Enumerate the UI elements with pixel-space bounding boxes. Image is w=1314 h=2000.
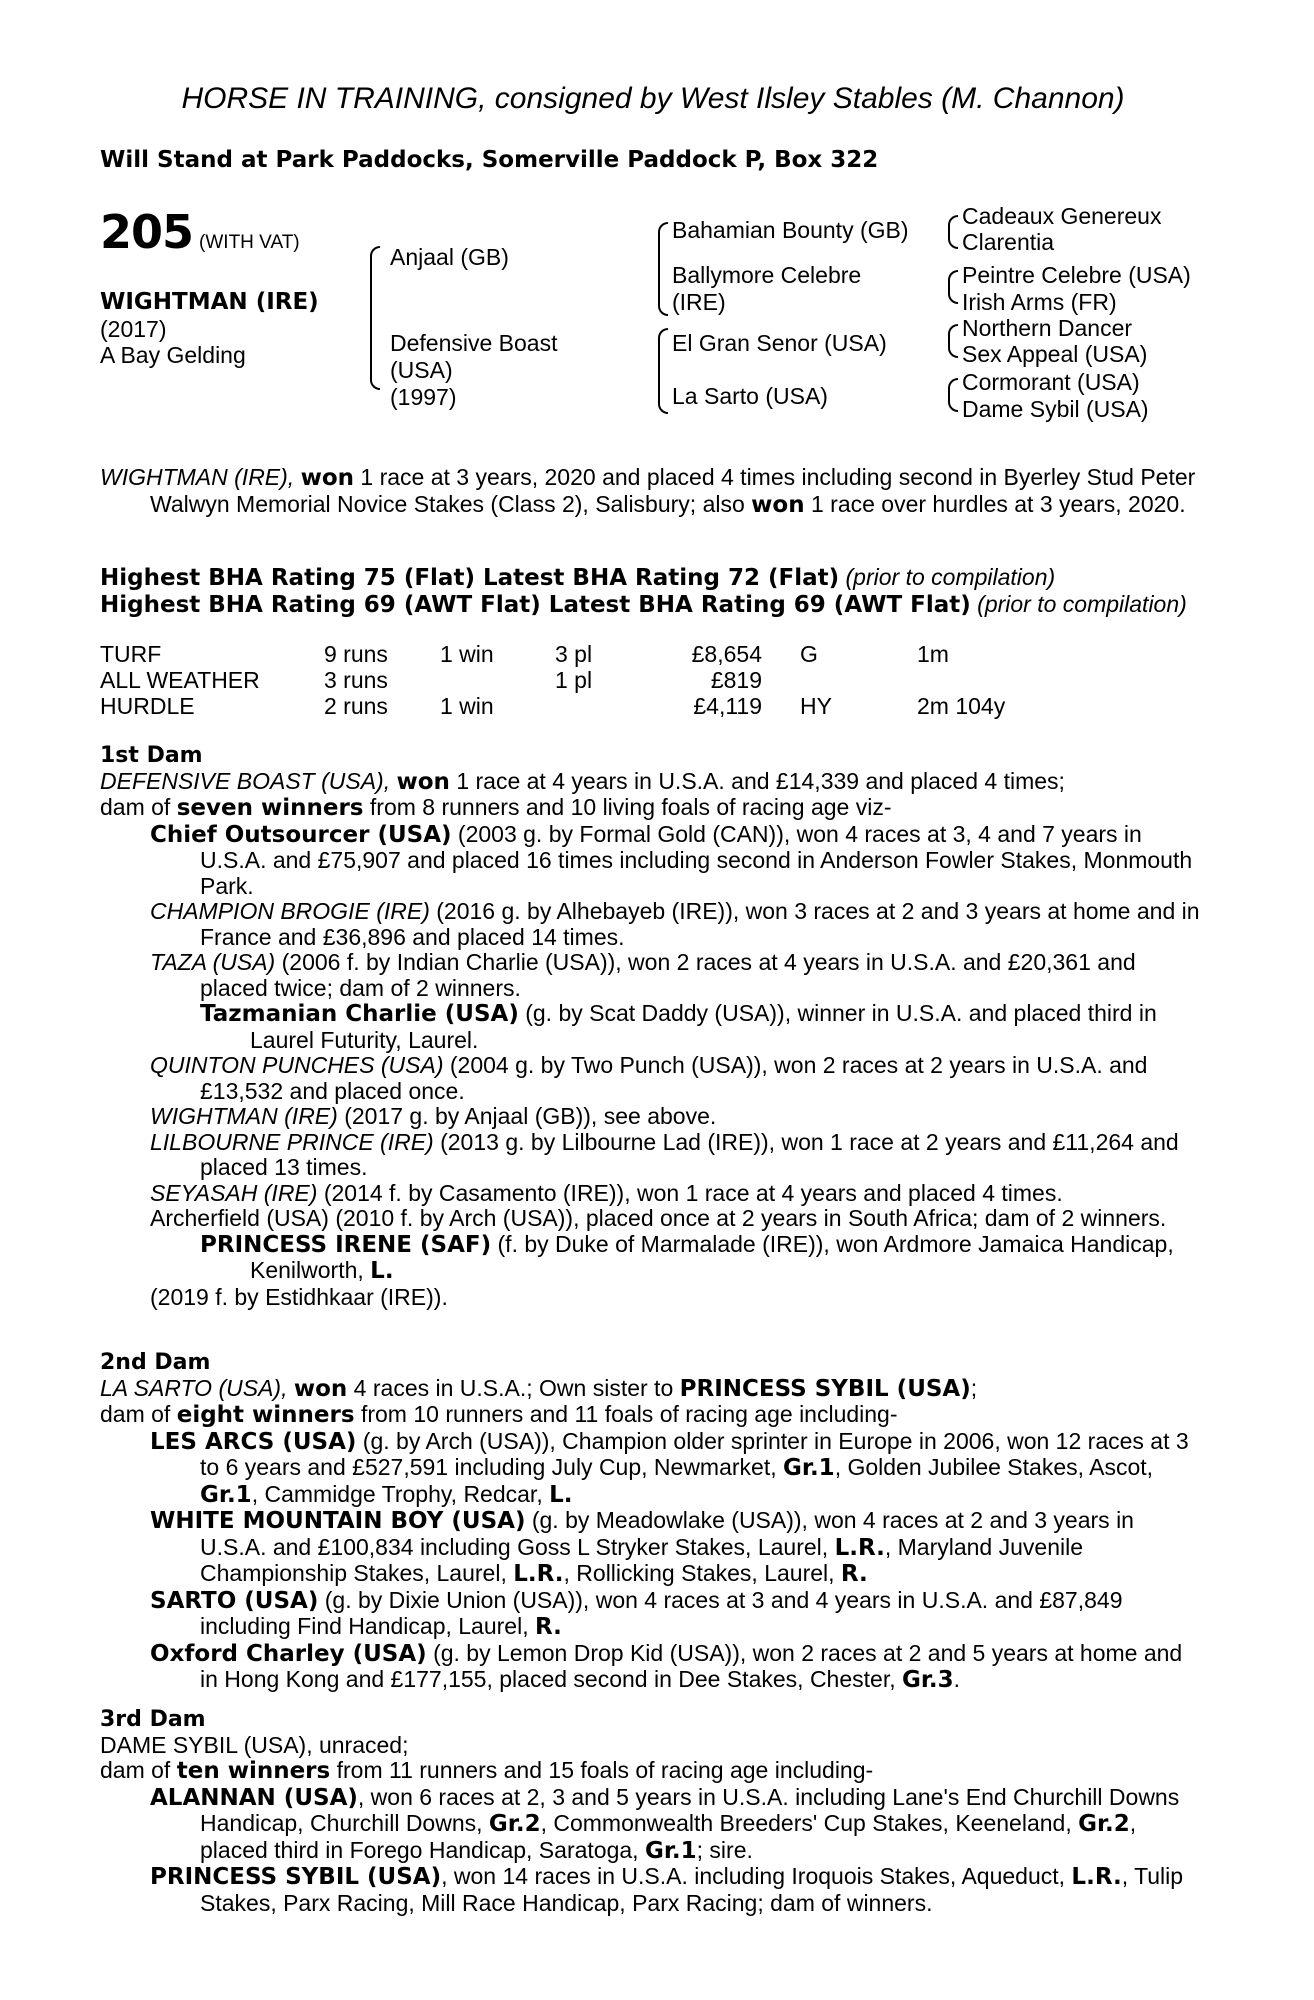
record-row-turf-runs: 9 runs <box>324 641 388 667</box>
produce-text: , Golden Jubilee Stakes, Ascot, <box>834 1454 1154 1480</box>
produce-name: WHITE MOUNTAIN BOY (USA) <box>150 1508 526 1534</box>
first-dam-won: won <box>396 768 450 795</box>
produce-name: QUINTON PUNCHES (USA) <box>150 1052 444 1078</box>
produce-grade: L.R. <box>513 1561 564 1587</box>
record-row-aw-surface: ALL WEATHER <box>100 667 260 693</box>
pedigree-sds: Peintre Celebre (USA) <box>962 262 1191 288</box>
produce-text: (g. by Meadowlake (USA)), won 4 races at 2 and 3 years in U.S.A. and £100,834 including Goss L Stryker Stakes, Laurel, <box>200 1507 1134 1560</box>
first-dam-produce-3a <box>200 1001 1206 1053</box>
produce-text: (g. by Lemon Drop Kid (USA)), won 2 races at 2 and 5 years at home and in Hong Kong and £177,155, placed second in Dee Stakes, Chester, <box>200 1639 1183 1692</box>
produce-text: (g. by Scat Daddy (USA)), winner in U.S.A. and placed third in Laurel Futurity, Laurel. <box>250 1000 1157 1053</box>
produce-text: , Maryland Juvenile Championship Stakes, Laurel, <box>200 1533 1083 1586</box>
third-dam-heading: 3rd Dam <box>100 1707 206 1732</box>
second-dam-won: won <box>293 1375 348 1402</box>
produce-name: SEYASAH (IRE) <box>150 1179 318 1206</box>
third-dam-damof-a: dam of <box>100 1757 177 1783</box>
second-dam-section <box>100 1350 1206 1694</box>
first-dam-damof-a: dam of <box>100 794 177 820</box>
pedigree-ssd: Clarentia <box>962 229 1055 255</box>
pedigree-sire-dam-line2: (IRE) <box>672 289 726 315</box>
produce-text: , Tulip Stakes, Parx Racing, Mill Race Handicap, Parx Racing; dam of winners. <box>200 1863 1184 1916</box>
produce-grade: Gr.1 <box>783 1455 835 1481</box>
produce-text: , Rollicking Stakes, Laurel, <box>563 1560 841 1586</box>
pedigree-sdd: Irish Arms (FR) <box>962 289 1117 315</box>
summary-text2: 1 race over hurdles at 3 years, 2020. <box>804 490 1186 517</box>
pedigree-brace-sire <box>658 222 668 316</box>
produce-grade: R. <box>534 1614 562 1640</box>
record-row-hurdle-prize: £4,119 <box>693 693 762 719</box>
first-dam-section <box>100 743 1206 1310</box>
first-dam-produce-2 <box>150 899 1206 950</box>
produce-text: , Commonwealth Breeders' Cup Stakes, Keeneland, <box>540 1810 1079 1836</box>
pedigree-brace-main <box>370 246 380 390</box>
produce-text: , Cammidge Trophy, Redcar, <box>251 1480 550 1507</box>
first-dam-produce-1 <box>150 822 1206 900</box>
produce-name: CHAMPION BROGIE (IRE) <box>150 898 430 924</box>
record-row-hurdle-wins: 1 win <box>440 693 494 719</box>
record-row-aw-prize: £819 <box>710 667 762 693</box>
horse-year: (2017) <box>100 316 167 342</box>
first-dam-heading: 1st Dam <box>100 743 203 768</box>
pedigree-dam-line2: (USA) <box>390 357 453 383</box>
second-dam-produce-3 <box>150 1588 1206 1641</box>
first-dam-produce-4 <box>150 1053 1206 1104</box>
pedigree-ddd: Dame Sybil (USA) <box>962 396 1149 422</box>
rating-line1-note: (prior to compilation) <box>845 564 1056 590</box>
first-dam-produce-9 <box>150 1285 1206 1311</box>
pedigree-dsd: Sex Appeal (USA) <box>962 341 1148 367</box>
rating-line2: Highest BHA Rating 69 (AWT Flat) Latest BHA Rating 69 (AWT Flat) <box>100 591 971 618</box>
produce-grade: L.R. <box>834 1534 885 1561</box>
produce-text: (2006 f. by Indian Charlie (USA)), won 2 races at 4 years in U.S.A. and £20,361 and placed twice; dam of 2 winners. <box>200 949 1136 1001</box>
produce-text: . <box>953 1666 961 1692</box>
produce-grade: L. <box>370 1258 394 1284</box>
stand-location: Will Stand at Park Paddocks, Somerville Paddock P, Box 322 <box>100 147 879 173</box>
second-dam-name: LA SARTO (USA), <box>100 1374 288 1401</box>
pedigree-gen3-ss <box>962 203 1161 255</box>
summary-won: won <box>300 465 355 491</box>
record-row-turf-surface: TURF <box>100 641 162 667</box>
pedigree-sss: Cadeaux Genereux <box>962 203 1162 229</box>
second-dam-semi: ; <box>970 1374 978 1401</box>
first-dam-produce-3 <box>150 950 1206 1001</box>
produce-text: Archerfield (USA) (2010 f. by Arch (USA)), placed once at 2 years in South Africa; dam of 2 winners. <box>150 1205 1167 1231</box>
record-row-turf-dist: 1m <box>917 641 949 667</box>
first-dam-produce-6 <box>150 1130 1206 1181</box>
produce-name: Tazmanian Charlie (USA) <box>200 1001 519 1027</box>
vat-note: (WITH VAT) <box>199 232 300 253</box>
produce-name: Oxford Charley (USA) <box>150 1640 427 1667</box>
produce-text: ; sire. <box>696 1836 753 1863</box>
lot-number: 205 <box>100 205 194 259</box>
first-dam-produce-8 <box>150 1206 1206 1232</box>
pedigree-brace-sd <box>948 270 958 304</box>
second-dam-sister: PRINCESS SYBIL (USA) <box>679 1375 971 1402</box>
pedigree-gen3-ds <box>962 315 1147 367</box>
second-dam-damof-c: from 10 runners and 11 foals of racing age including- <box>354 1401 898 1427</box>
first-dam-produce-7 <box>150 1181 1206 1207</box>
pedigree-dam-line3: (1997) <box>390 384 457 410</box>
produce-grade: L.R. <box>1071 1864 1122 1890</box>
ratings-block <box>100 565 1206 618</box>
produce-name: WIGHTMAN (IRE) <box>150 1103 338 1129</box>
produce-name: PRINCESS IRENE (SAF) <box>200 1231 492 1258</box>
pedigree-sire-dam-line1: Ballymore Celebre <box>672 262 862 288</box>
pedigree-gen3-dd <box>962 369 1149 423</box>
third-dam-name: DAME SYBIL (USA), unraced; <box>100 1731 409 1758</box>
record-row-hurdle-surface: HURDLE <box>100 693 195 719</box>
produce-text: (2019 f. by Estidhkaar (IRE)). <box>150 1283 448 1310</box>
record-row-aw-pl: 1 pl <box>555 667 593 693</box>
produce-grade: R. <box>840 1561 868 1587</box>
summary-text1: 1 race at 3 years, 2020 and placed 4 times including second in Byerley Stud Peter Walwyn Memorial Novice Stakes (Class 2), Salisbury; also <box>150 464 1196 517</box>
first-dam-text: 1 race at 4 years in U.S.A. and £14,339 and placed 4 times; <box>449 767 1065 794</box>
record-row-turf-prize: £8,654 <box>691 641 762 667</box>
pedigree-gen3-sd <box>962 262 1191 316</box>
rating-line1: Highest BHA Rating 75 (Flat) Latest BHA Rating 72 (Flat) <box>100 565 840 591</box>
pedigree-brace-ds <box>948 324 958 358</box>
pedigree-brace-ss <box>948 215 958 249</box>
pedigree-dds: Cormorant (USA) <box>962 369 1140 395</box>
pedigree-dam <box>390 330 557 411</box>
record-row-hurdle-dist: 2m 104y <box>917 693 1006 719</box>
produce-text: (2016 g. by Alhebayeb (IRE)), won 3 races at 2 and 3 years at home and in France and £36,896 and placed 14 times. <box>200 898 1200 950</box>
produce-text: (2013 g. by Lilbourne Lad (IRE)), won 1 race at 2 years and £11,264 and placed 13 times. <box>200 1128 1179 1180</box>
produce-name: PRINCESS SYBIL (USA) <box>150 1864 442 1890</box>
pedigree-sire: Anjaal (GB) <box>390 244 509 270</box>
pedigree-dam-dam: La Sarto (USA) <box>672 383 828 409</box>
produce-name: SARTO (USA) <box>150 1587 319 1614</box>
second-dam-text: 4 races in U.S.A.; Own sister to <box>347 1374 680 1401</box>
produce-name: LILBOURNE PRINCE (IRE) <box>150 1128 434 1155</box>
third-dam-damof-b: ten winners <box>176 1758 331 1784</box>
produce-grade: Gr.3 <box>901 1667 954 1693</box>
second-dam-produce-4 <box>150 1641 1206 1694</box>
produce-text: (2004 g. by Two Punch (USA)), won 2 races at 2 years in U.S.A. and £13,532 and placed once. <box>200 1052 1148 1104</box>
rating-line2-note: (prior to compilation) <box>977 590 1187 617</box>
produce-text: (g. by Dixie Union (USA)), won 4 races at 3 and 4 years in U.S.A. and £87,849 including Find Handicap, Laurel, <box>200 1586 1123 1639</box>
first-dam-produce-5 <box>150 1104 1206 1130</box>
record-row-hurdle-runs: 2 runs <box>324 693 388 719</box>
second-dam-damof-b: eight winners <box>176 1402 355 1428</box>
produce-text: (2014 f. by Casamento (IRE)), won 1 race at 4 years and placed 4 times. <box>317 1179 1063 1206</box>
produce-text: (2017 g. by Anjaal (GB)), see above. <box>337 1103 717 1129</box>
produce-name: ALANNAN (USA) <box>150 1784 358 1811</box>
first-dam-damof-c: from 8 runners and 10 living foals of racing age viz- <box>363 794 892 820</box>
produce-text: , placed third in Forego Handicap, Saratoga, <box>200 1810 1137 1863</box>
second-dam-produce-1 <box>150 1429 1206 1509</box>
produce-text: (f. by Duke of Marmalade (IRE)), won Ardmore Jamaica Handicap, Kenilworth, <box>250 1230 1174 1283</box>
pedigree-dam-sire: El Gran Senor (USA) <box>672 330 887 356</box>
first-dam-name: DEFENSIVE BOAST (USA), <box>100 767 391 794</box>
produce-name: Chief Outsourcer (USA) <box>150 821 452 848</box>
produce-grade: Gr.1 <box>644 1837 697 1864</box>
produce-text: (g. by Arch (USA)), Champion older sprinter in Europe in 2006, won 12 races at 3 to 6 years and £527,591 including July Cup, Newmarket, <box>200 1427 1189 1480</box>
produce-name: TAZA (USA) <box>150 949 276 975</box>
record-row-aw-runs: 3 runs <box>324 667 388 693</box>
second-dam-heading: 2nd Dam <box>100 1350 211 1375</box>
race-summary <box>100 465 1206 518</box>
first-dam-damof-b: seven winners <box>176 795 364 821</box>
page-title: HORSE IN TRAINING, consigned by West Ilsley Stables (M. Channon) <box>181 82 1125 115</box>
pedigree-sire-sire: Bahamian Bounty (GB) <box>672 217 909 243</box>
pedigree-dam-line1: Defensive Boast <box>390 330 558 356</box>
third-dam-section <box>100 1707 1206 1916</box>
first-dam-produce-8a <box>200 1232 1206 1285</box>
summary-horse-name: WIGHTMAN (IRE), <box>100 464 295 490</box>
produce-text: , won 14 races in U.S.A. including Iroquois Stakes, Aqueduct, <box>441 1863 1072 1889</box>
third-dam-produce-2 <box>150 1864 1206 1916</box>
record-row-turf-going: G <box>800 641 818 667</box>
produce-text: , won 6 races at 2, 3 and 5 years in U.S.A. including Lane's End Churchill Downs Handicap, Churchill Downs, <box>200 1783 1180 1836</box>
record-row-turf-pl: 3 pl <box>555 641 593 667</box>
record-row-turf-wins: 1 win <box>440 641 494 667</box>
third-dam-produce-1 <box>150 1785 1206 1865</box>
pedigree-brace-dd <box>948 378 958 412</box>
produce-grade: L. <box>549 1481 573 1508</box>
produce-name: LES ARCS (USA) <box>150 1428 357 1455</box>
second-dam-produce-2 <box>150 1508 1206 1588</box>
produce-grade: Gr.2 <box>1078 1811 1130 1837</box>
third-dam-damof-c: from 11 runners and 15 foals of racing age including- <box>330 1757 874 1783</box>
horse-name: WIGHTMAN (IRE) <box>100 289 319 315</box>
pedigree-dss: Northern Dancer <box>962 315 1133 341</box>
record-row-hurdle-going: HY <box>800 693 832 719</box>
lot-number-block <box>100 205 300 259</box>
pedigree-sire-dam <box>672 262 861 316</box>
second-dam-damof-a: dam of <box>100 1401 177 1427</box>
summary-won2: won <box>751 491 805 518</box>
produce-text: (2003 g. by Formal Gold (CAN)), won 4 races at 3, 4 and 7 years in U.S.A. and £75,907 and placed 16 times including second in Anderson Fowler Stakes, Monmouth Park. <box>200 820 1193 899</box>
produce-grade: Gr.1 <box>200 1481 252 1508</box>
horse-description: A Bay Gelding <box>100 342 246 368</box>
produce-grade: Gr.2 <box>488 1811 541 1837</box>
pedigree-brace-dam <box>658 328 668 414</box>
